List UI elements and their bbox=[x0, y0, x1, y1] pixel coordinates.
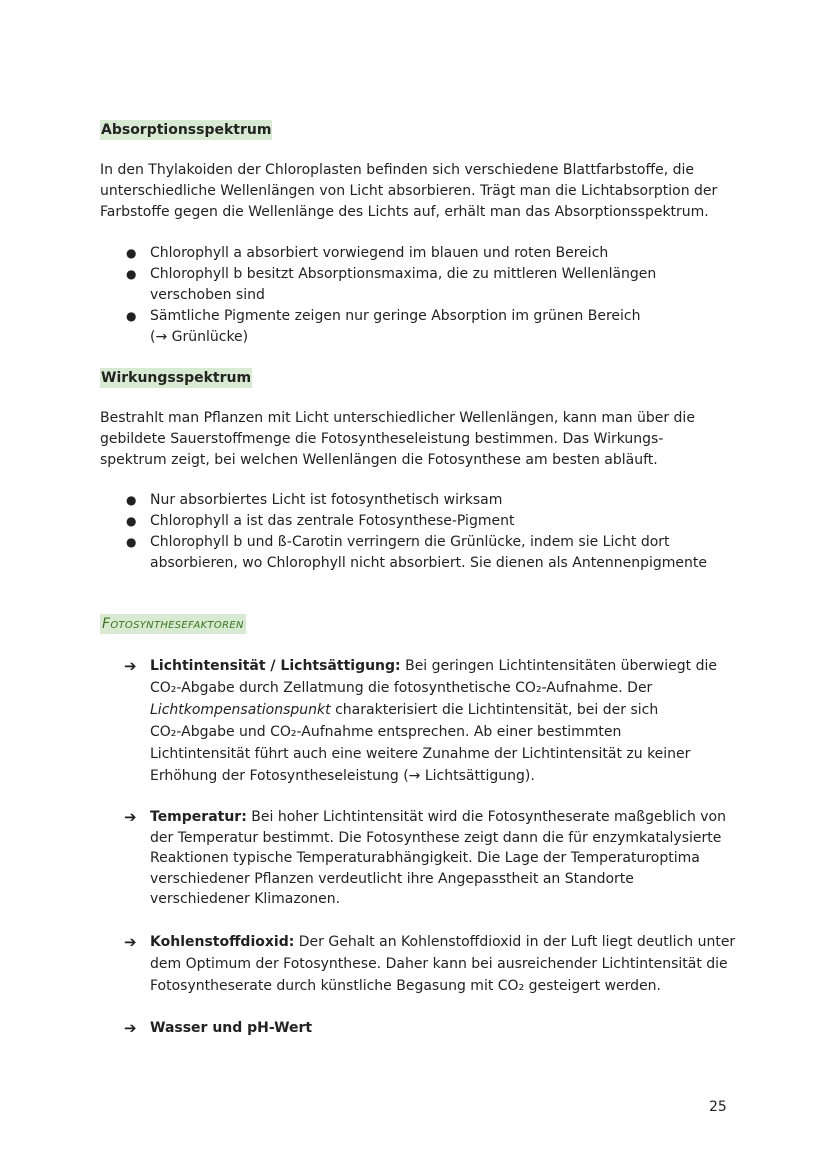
factor-line: CO₂-Abgabe und CO₂-Aufnahme entsprechen. Ab einer bestimmten bbox=[150, 724, 622, 740]
list-item bbox=[100, 264, 740, 306]
factor-line bbox=[150, 1017, 740, 1039]
list-item-text: absorbieren, wo Chlorophyll nicht absorbiert. Sie dienen als Antennenpigmente bbox=[150, 555, 707, 571]
factor-line: Erhöhung der Fotosyntheseleistung (→ Lichtsättigung). bbox=[150, 768, 535, 784]
factor-line: dem Optimum der Fotosynthese. Daher kann bei ausreichender Lichtintensität die bbox=[150, 956, 728, 972]
factor-label: Kohlenstoffdioxid: bbox=[150, 934, 295, 950]
bullet-dot-icon: ● bbox=[126, 246, 137, 260]
list-item-text: Chlorophyll a absorbiert vorwiegend im blauen und roten Bereich bbox=[150, 245, 609, 261]
factor-co2 bbox=[100, 931, 740, 997]
paragraph-line: unterschiedliche Wellenlängen von Licht absorbieren. Trägt man die Lichtabsorption der bbox=[100, 183, 718, 199]
paragraph-line: spektrum zeigt, bei welchen Wellenlängen die Fotosynthese am besten abläuft. bbox=[100, 452, 658, 468]
page-number: 25 bbox=[709, 1099, 727, 1115]
factor-line bbox=[150, 931, 740, 953]
action-paragraph bbox=[100, 408, 740, 471]
factor-line: der Temperatur bestimmt. Die Fotosynthese zeigt dann die für enzymkatalysierte bbox=[150, 829, 722, 846]
factor-line: verschiedener Pflanzen verdeutlicht ihre Angepasstheit an Standorte bbox=[150, 870, 634, 887]
factor-label: Wasser und pH-Wert bbox=[150, 1020, 313, 1036]
bullet-dot-icon: ● bbox=[126, 309, 137, 323]
absorption-heading: Absorptionsspektrum bbox=[101, 122, 272, 138]
list-item-text: Sämtliche Pigmente zeigen nur geringe Absorption im grünen Bereich bbox=[150, 308, 641, 324]
list-item-text: Chlorophyll a ist das zentrale Fotosynthese-Pigment bbox=[150, 513, 515, 529]
factor-line: Lichtintensität führt auch eine weitere Zunahme der Lichtintensität zu keiner bbox=[150, 746, 691, 762]
list-item-text: verschoben sind bbox=[150, 287, 265, 303]
factor-label: Lichtintensität / Lichtsättigung: bbox=[150, 658, 401, 674]
paragraph-line: gebildete Sauerstoffmenge die Fotosyntheseleistung bestimmen. Das Wirkungs- bbox=[100, 431, 664, 447]
factor-text: charakterisiert die Lichtintensität, bei der sich bbox=[330, 702, 659, 718]
factor-line: Reaktionen typische Temperaturabhängigkeit. Die Lage der Temperaturoptima bbox=[150, 850, 700, 866]
factor-line bbox=[150, 699, 740, 721]
factor-water bbox=[100, 1017, 740, 1039]
paragraph-line: Bestrahlt man Pflanzen mit Licht unterschiedlicher Wellenlängen, kann man über die bbox=[100, 410, 695, 426]
bullet-dot-icon: ● bbox=[126, 493, 137, 507]
arrow-right-icon: ➔ bbox=[124, 933, 137, 951]
factor-text: Bei geringen Lichtintensitäten überwiegt die bbox=[400, 658, 717, 674]
list-item bbox=[100, 243, 740, 264]
factors-section-title: Fotosynthesefaktoren bbox=[102, 616, 244, 632]
bullet-dot-icon: ● bbox=[126, 535, 137, 549]
factor-term: Lichtkompensationspunkt bbox=[150, 702, 331, 718]
list-item-text: Chlorophyll b besitzt Absorptionsmaxima, die zu mittleren Wellenlängen bbox=[150, 266, 657, 282]
arrow-right-icon: ➔ bbox=[124, 657, 137, 675]
list-item-text: Chlorophyll b und ß-Carotin verringern die Grünlücke, indem sie Licht dort bbox=[150, 534, 670, 550]
factor-temperature bbox=[100, 807, 740, 910]
factor-light bbox=[100, 655, 740, 787]
factor-text: Bei hoher Lichtintensität wird die Fotosyntheserate maßgeblich von bbox=[246, 809, 726, 825]
factor-line: CO₂-Abgabe durch Zellatmung die fotosynthetische CO₂-Aufnahme. Der bbox=[150, 680, 653, 696]
bullet-dot-icon: ● bbox=[126, 267, 137, 281]
factor-text: Der Gehalt an Kohlenstoffdioxid in der Luft liegt deutlich unter bbox=[294, 934, 736, 950]
list-item bbox=[100, 306, 740, 348]
arrow-right-icon: ➔ bbox=[124, 808, 137, 826]
factor-label: Temperatur: bbox=[150, 809, 247, 825]
factor-line bbox=[150, 807, 740, 828]
list-item-text: (→ Grünlücke) bbox=[150, 329, 249, 345]
action-bullet-list bbox=[100, 490, 740, 574]
arrow-right-icon: ➔ bbox=[124, 1019, 137, 1037]
paragraph-line: Farbstoffe gegen die Wellenlänge des Lichts auf, erhält man das Absorptionsspektrum. bbox=[100, 204, 709, 220]
paragraph-line: In den Thylakoiden der Chloroplasten befinden sich verschiedene Blattfarbstoffe, die bbox=[100, 162, 695, 178]
list-item bbox=[100, 511, 740, 532]
absorption-paragraph bbox=[100, 160, 740, 223]
action-heading: Wirkungsspektrum bbox=[101, 370, 252, 386]
bullet-dot-icon: ● bbox=[126, 514, 137, 528]
absorption-bullet-list bbox=[100, 243, 740, 348]
list-item-text: Nur absorbiertes Licht ist fotosynthetisch wirksam bbox=[150, 492, 503, 508]
list-item bbox=[100, 490, 740, 511]
factor-line: verschiedener Klimazonen. bbox=[150, 891, 341, 907]
factor-line bbox=[150, 655, 740, 677]
factor-line: Fotosyntheserate durch künstliche Begasung mit CO₂ gesteigert werden. bbox=[150, 978, 662, 994]
list-item bbox=[100, 532, 740, 574]
